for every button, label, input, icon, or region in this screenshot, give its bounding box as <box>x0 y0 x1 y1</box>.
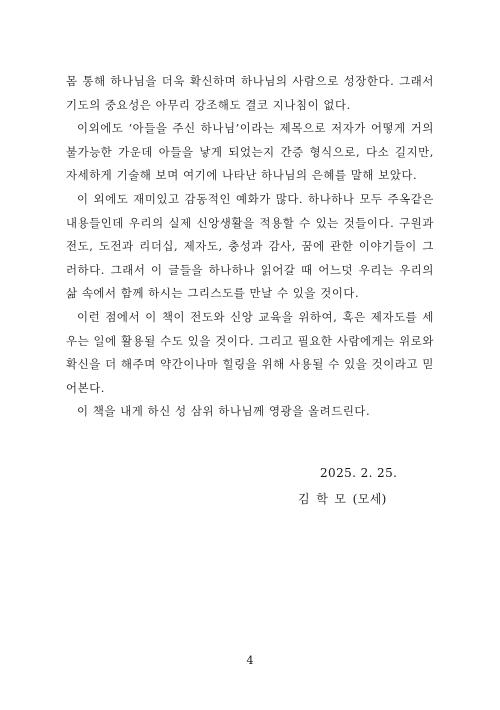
paragraph-4: 이런 점에서 이 책이 전도와 신앙 교육을 위하여, 혹은 제자도를 세우는 일에 활용될 수도 있을 것이다. 그리고 필요한 사람에게는 위로와 확신을 더 해주며 약간이나마 힐링을 위해 사용될 수 있을 것이라고 믿어본다. <box>66 309 434 395</box>
paragraph-3: 이 외에도 재미있고 감동적인 예화가 많다. 하나하나 모두 주옥같은 내용들인데 우리의 실제 신앙생활을 적용할 수 있는 것들이다. 구원과 전도, 도전과 리더십, 제자도, 충성과 감사, 꿈에 관한 이야기들이 그러하다. 그래서 이 글들을 하나하나 읽어갈 때 어느덧 우리는 우리의 삶 속에서 함께 하시는 그리스도를 만날 수 있을 것이다. <box>66 191 434 301</box>
signature-date: 2025. 2. 25. <box>320 466 398 480</box>
signature-author: 김 학 모 (모세) <box>298 492 387 506</box>
paragraph-5: 이 책을 내게 하신 성 삼위 하나님께 영광을 올려드린다. <box>77 404 371 419</box>
preface-body <box>66 70 434 424</box>
paragraph-2: 이외에도 ‘아들을 주신 하나님’이라는 제목으로 저자가 어떻게 거의 불가능한 가운데 아들을 낳게 되었는지 간증 형식으로, 다소 길지만, 자세하게 기술해 보며 여기에 나타난 하나님의 은혜를 말해 보았다. <box>66 121 434 183</box>
paragraph-1: 몸 통해 하나님을 더욱 확신하며 하나님의 사람으로 성장한다. 그래서 기도의 중요성은 아무리 강조해도 결코 지나침이 없다. <box>66 74 434 112</box>
page-number: 4 <box>246 654 254 667</box>
